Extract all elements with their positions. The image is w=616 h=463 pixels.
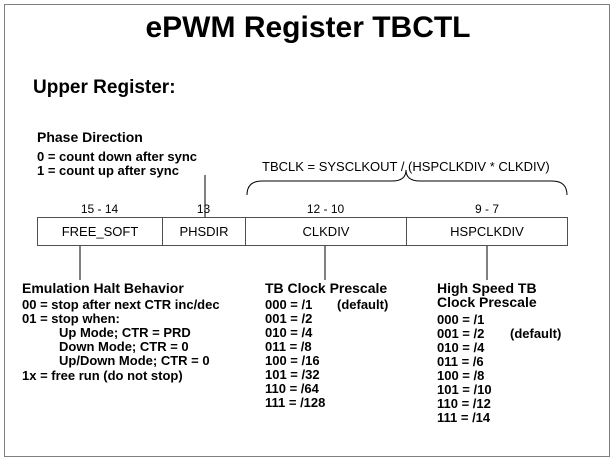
phase-direction-heading: Phase Direction [37,129,143,145]
tb-prescale-line-5: 101 = /32 [265,367,320,382]
field-hspclkdiv: HSPCLKDIV [406,217,568,246]
emulation-line-2: Up Mode; CTR = PRD [59,325,191,340]
hs-prescale-line-6: 110 = /12 [437,396,491,411]
phase-direction-line-0: 0 = count down after sync [37,149,198,164]
hs-prescale-line-0: 000 = /1 [437,312,485,327]
tbclk-formula: TBCLK = SYSCLKOUT / (HSPCLKDIV * CLKDIV) [262,159,550,174]
hs-prescale-heading-line-1: Clock Prescale [437,294,537,310]
emulation-line-4: Up/Down Mode; CTR = 0 [59,353,210,368]
hs-prescale-heading-line-0: High Speed TB [437,280,537,296]
section-heading: Upper Register: [33,77,176,98]
field-free-soft: FREE_SOFT [37,217,162,246]
tb-prescale-line-4: 100 = /16 [265,353,320,368]
tb-prescale-line-6: 110 = /64 [265,381,319,396]
tb-prescale-line-3: 011 = /8 [265,339,312,354]
formula-brace [247,170,567,195]
phase-direction-line-1: 1 = count up after sync [37,163,179,178]
field-clkdiv: CLKDIV [245,217,406,246]
field-phsdir: PHSDIR [162,217,245,246]
tb-prescale-line-7: 111 = /128 [265,395,326,410]
hs-prescale-default: (default) [510,326,562,341]
emulation-line-5: 1x = free run (do not stop) [22,368,183,383]
tb-prescale-line-0: 000 = /1 [265,297,313,312]
tb-prescale-default: (default) [337,297,389,312]
hs-prescale-line-1: 001 = /2 [437,326,485,341]
bits-free-soft: 15 - 14 [80,202,119,216]
slide-title: ePWM Register TBCTL [145,11,471,44]
bits-hspclkdiv: 9 - 7 [474,202,499,216]
hs-prescale-line-5: 101 = /10 [437,382,492,397]
tb-prescale-line-1: 001 = /2 [265,311,313,326]
hs-prescale-line-7: 111 = /14 [437,410,491,425]
bits-phsdir: 13 [196,202,211,216]
bits-clkdiv: 12 - 10 [306,202,345,216]
hs-prescale-line-3: 011 = /6 [437,354,484,369]
hs-prescale-line-4: 100 = /8 [437,368,485,383]
emulation-heading: Emulation Halt Behavior [22,280,184,296]
emulation-line-3: Down Mode; CTR = 0 [59,339,189,354]
hs-prescale-line-2: 010 = /4 [437,340,485,355]
tb-prescale-line-2: 010 = /4 [265,325,313,340]
emulation-line-0: 00 = stop after next CTR inc/dec [22,297,220,312]
emulation-line-1: 01 = stop when: [22,311,120,326]
tb-prescale-heading: TB Clock Prescale [265,280,388,296]
